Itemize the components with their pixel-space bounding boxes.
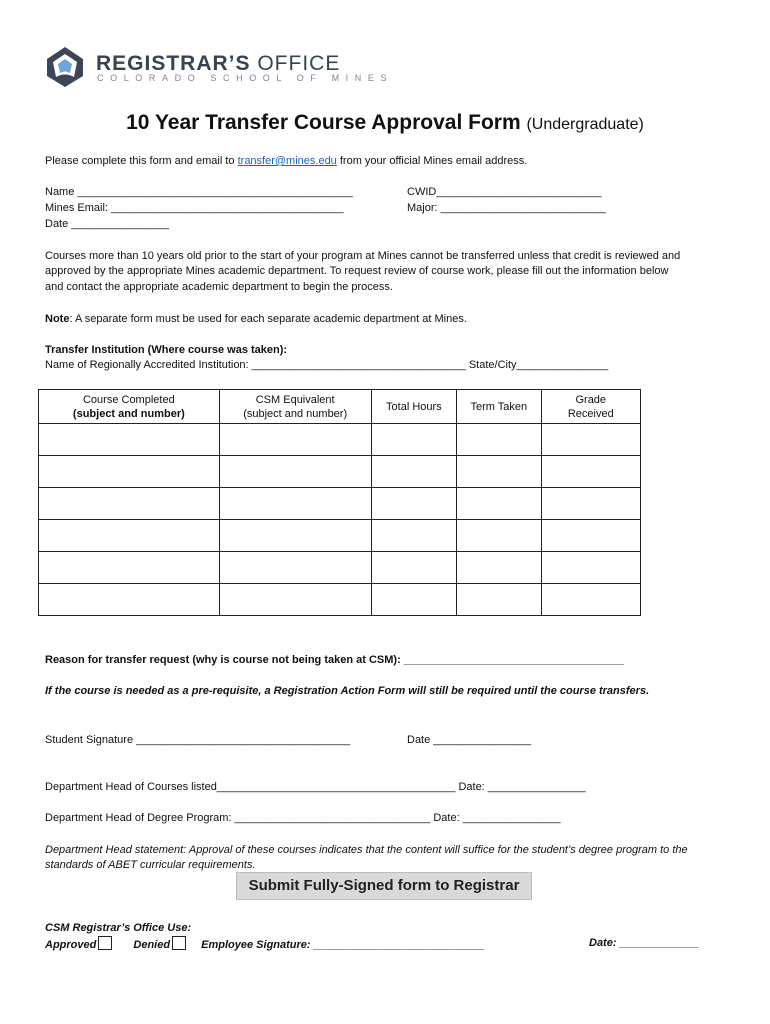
- approved-checkbox[interactable]: [98, 936, 112, 950]
- denied-checkbox[interactable]: [172, 936, 186, 950]
- student-signature-field[interactable]: Student Signature ___________________________________: [45, 734, 351, 746]
- note-text: Note: A separate form must be used for each separate academic department at Mines.: [45, 313, 467, 325]
- table-cell[interactable]: [541, 488, 640, 520]
- form-title: 10 Year Transfer Course Approval Form (Undergraduate): [126, 111, 644, 134]
- logo-title: REGISTRAR’S OFFICE: [96, 52, 341, 75]
- header-total-hours: Total Hours: [371, 390, 456, 424]
- header-csm-equivalent: CSM Equivalent (subject and number): [219, 390, 371, 424]
- table-cell[interactable]: [457, 488, 541, 520]
- table-cell[interactable]: [39, 584, 220, 616]
- table-row: [39, 424, 641, 456]
- prereq-note: If the course is needed as a pre-requisite, a Registration Action Form will still be required until the course transfers.: [45, 685, 650, 697]
- logo-subtitle: COLORADO SCHOOL OF MINES: [97, 73, 394, 83]
- table-cell[interactable]: [541, 552, 640, 584]
- table-cell[interactable]: [541, 424, 640, 456]
- form-subtitle: (Undergraduate): [526, 116, 644, 133]
- table-header-row: [39, 390, 641, 424]
- table-cell[interactable]: [457, 456, 541, 488]
- policy-line-2: approved by the appropriate Mines academic department. To request review of course work, please fill out the information below: [45, 265, 669, 277]
- header-course-completed: Course Completed (subject and number): [39, 390, 220, 424]
- table-cell[interactable]: [541, 584, 640, 616]
- institution-heading: Transfer Institution (Where course was taken):: [45, 344, 288, 356]
- table-cell[interactable]: [371, 424, 456, 456]
- denied-label: Denied: [133, 939, 171, 951]
- table-cell[interactable]: [457, 424, 541, 456]
- name-field[interactable]: Name _____________________________________________: [45, 186, 353, 198]
- table-cell[interactable]: [371, 520, 456, 552]
- student-date-field[interactable]: Date ________________: [407, 734, 532, 746]
- cwid-field[interactable]: CWID___________________________: [407, 186, 602, 198]
- registrar-logo-icon: [44, 45, 86, 89]
- table-cell[interactable]: [371, 456, 456, 488]
- table-cell[interactable]: [371, 552, 456, 584]
- table-cell[interactable]: [371, 584, 456, 616]
- intro-text: Please complete this form and email to transfer@mines.edu from your official Mines email address.: [45, 155, 528, 167]
- header-grade-received: Grade Received: [541, 390, 640, 424]
- reason-field[interactable]: Reason for transfer request (why is course not being taken at CSM): ____________________________________: [45, 654, 625, 666]
- table-cell[interactable]: [39, 552, 220, 584]
- table-cell[interactable]: [219, 584, 371, 616]
- table-row: [39, 520, 641, 552]
- table-cell[interactable]: [541, 456, 640, 488]
- table-cell[interactable]: [219, 520, 371, 552]
- table-row: [39, 584, 641, 616]
- approved-label: Approved: [45, 939, 97, 951]
- office-use-heading: CSM Registrar’s Office Use:: [45, 922, 192, 934]
- table-row: [39, 552, 641, 584]
- table-cell[interactable]: [39, 520, 220, 552]
- table-cell[interactable]: [541, 520, 640, 552]
- policy-line-3: and contact the appropriate academic department to begin the process.: [45, 281, 393, 293]
- employee-signature-field[interactable]: Employee Signature: ____________________________: [201, 939, 485, 951]
- table-cell[interactable]: [457, 584, 541, 616]
- table-cell[interactable]: [39, 424, 220, 456]
- table-cell[interactable]: [39, 456, 220, 488]
- course-table: [38, 389, 641, 616]
- dept-head-degree-field[interactable]: Department Head of Degree Program: ________________________________ Date: ________________: [45, 812, 561, 824]
- table-row: [39, 456, 641, 488]
- table-cell[interactable]: [219, 552, 371, 584]
- office-use-row: [45, 936, 485, 952]
- office-use-date-field[interactable]: Date: _____________: [589, 937, 700, 949]
- table-cell[interactable]: [219, 456, 371, 488]
- table-cell[interactable]: [457, 552, 541, 584]
- table-cell[interactable]: [219, 488, 371, 520]
- table-cell[interactable]: [457, 520, 541, 552]
- date-field[interactable]: Date ________________: [45, 218, 170, 230]
- institution-name-field[interactable]: Name of Regionally Accredited Institution: ___________________________________ State/City_______________: [45, 359, 609, 371]
- table-cell[interactable]: [219, 424, 371, 456]
- submit-banner: Submit Fully-Signed form to Registrar: [236, 872, 532, 900]
- table-cell[interactable]: [39, 488, 220, 520]
- transfer-email-link[interactable]: transfer@mines.edu: [237, 155, 337, 167]
- mines-email-field[interactable]: Mines Email: ______________________________________: [45, 202, 344, 214]
- table-row: [39, 488, 641, 520]
- header-term-taken: Term Taken: [457, 390, 541, 424]
- dept-head-courses-field[interactable]: Department Head of Courses listed_______________________________________ Date: ________________: [45, 781, 586, 793]
- major-field[interactable]: Major: ___________________________: [407, 202, 606, 214]
- table-cell[interactable]: [371, 488, 456, 520]
- policy-line-1: Courses more than 10 years old prior to the start of your program at Mines cannot be transferred unless that credit is reviewed and: [45, 250, 681, 262]
- dept-head-statement-line-1: Department Head statement: Approval of these courses indicates that the content will suffice for the student’s degree program to the: [45, 844, 688, 856]
- dept-head-statement-line-2: standards of ABET curricular requirements.: [45, 859, 256, 871]
